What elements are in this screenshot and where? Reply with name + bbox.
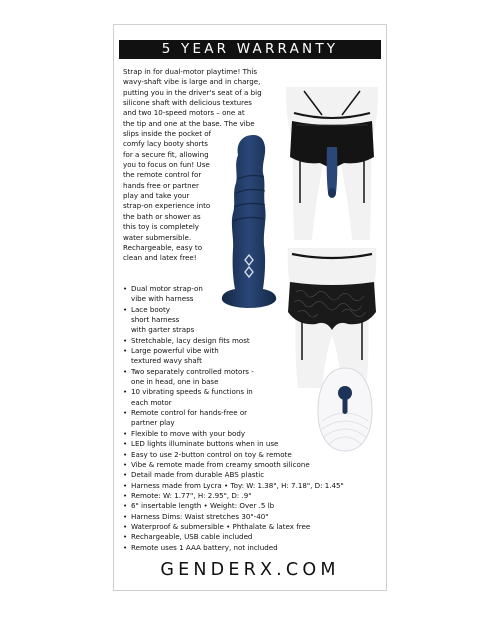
intro-line: wavy-shaft vibe is large and in charge, [123, 77, 261, 87]
intro-line: putting you in the driver's seat of a big [123, 87, 262, 97]
intro-line: slips inside the pocket of [123, 129, 212, 139]
feature-item: • Remote control for hands-free or partner play [123, 408, 373, 429]
feature-item: • Two separately controlled motors - one in head, one in base [123, 367, 373, 388]
feature-list [123, 284, 373, 553]
intro-line: water submersible. [123, 232, 192, 242]
intro-line: comfy lacy booty shorts [123, 139, 208, 149]
intro-line: the tip and one at the base. The vibe [123, 118, 255, 128]
intro-line: play and take your [123, 191, 190, 201]
intro-line: this toy is completely [123, 222, 199, 232]
intro-line: strap-on experience into [123, 201, 211, 211]
intro-line: clean and latex free! [123, 253, 197, 263]
feature-item: • LED lights illuminate buttons when in use [123, 439, 373, 449]
feature-item: • Remote: W: 1.77", H: 2.95", D: .9" [123, 491, 373, 501]
harness-front-image [282, 85, 382, 240]
feature-item: • Harness Dims: Waist stretches 30"-40" [123, 512, 373, 522]
feature-item: • Vibe & remote made from creamy smooth silicone [123, 460, 373, 470]
feature-item: • Lace booty short harness with garter straps [123, 305, 373, 336]
feature-item: • Easy to use 2-button control on toy & remote [123, 450, 373, 460]
feature-item: • Flexible to move with your body [123, 429, 373, 439]
feature-item: • 10 vibrating speeds & functions in each motor [123, 387, 373, 408]
feature-item: • 6" insertable length • Weight: Over .5 lb [123, 501, 373, 511]
intro-line: the remote control for [123, 170, 202, 180]
product-card [113, 24, 387, 591]
intro-line: you to focus on fun! Use [123, 160, 210, 170]
feature-item: • Harness made from Lycra • Toy: W: 1.38", H: 7.18", D: 1.45" [123, 481, 373, 491]
warranty-banner: 5 YEAR WARRANTY [119, 40, 381, 59]
intro-line: Strap in for dual-motor playtime! This [123, 67, 258, 76]
feature-item: • Rechargeable, USB cable included [123, 532, 373, 542]
feature-item: • Large powerful vibe with textured wavy shaft [123, 346, 373, 367]
feature-item: • Dual motor strap-on vibe with harness [123, 284, 373, 305]
intro-line: for a secure fit, allowing [123, 149, 209, 159]
intro-line: Rechargeable, easy to [123, 242, 203, 252]
intro-line: the bath or shower as [123, 211, 201, 221]
intro-line: silicone shaft with delicious textures [123, 98, 252, 108]
feature-item: • Stretchable, lacy design fits most [123, 336, 373, 346]
intro-line: hands free or partner [123, 180, 199, 190]
feature-item: • Detail made from durable ABS plastic [123, 470, 373, 480]
feature-item: • Waterproof & submersible • Phthalate & latex free [123, 522, 373, 532]
intro-line: and two 10-speed motors – one at [123, 108, 245, 118]
feature-item: • Remote uses 1 AAA battery, not included [123, 543, 373, 553]
website-footer: GENDERX.COM [160, 560, 340, 580]
